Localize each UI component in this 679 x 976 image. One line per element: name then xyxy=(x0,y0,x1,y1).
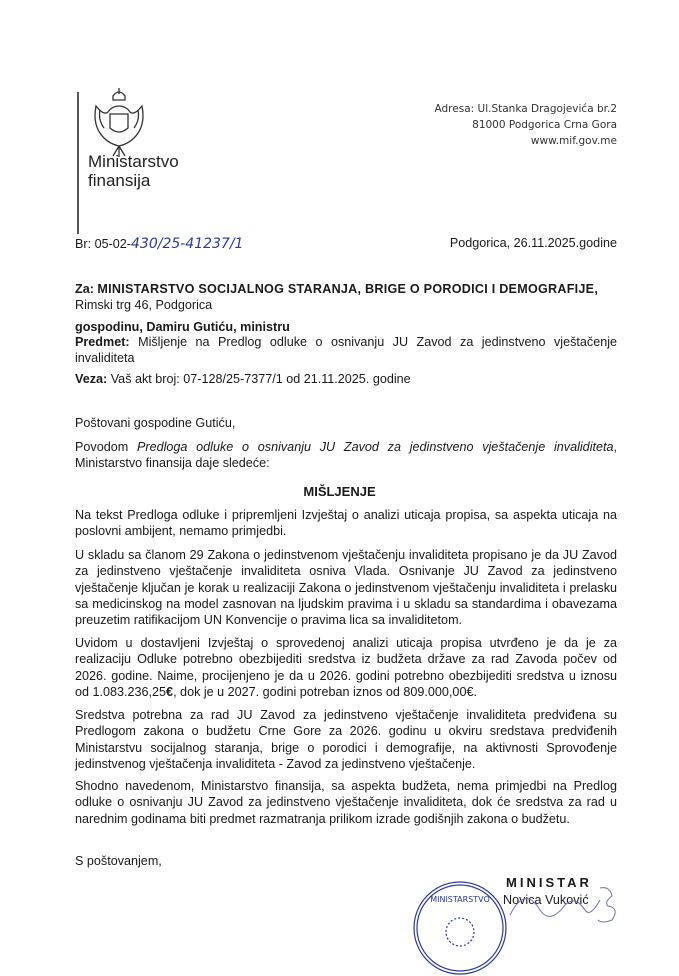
paragraph-4: Sredstva potrebna za rad JU Zavod za jedinstveno vještačenje invaliditeta predviđena su Predlogom zakona o budžetu Crne Gore za 2026. godinu u okviru sredstava predviđenih Ministarstvu socijalnog staranja, brige o porodici i demografije, na aktivnosti Sprovođenje jedinstvenog vještačenja invaliditeta - Zavod za jedinstveno vještačenje. xyxy=(75,708,617,771)
recipient-address: Rimski trg 46, Podgorica xyxy=(75,298,213,313)
recipient-block xyxy=(75,281,617,335)
handwritten-signature xyxy=(500,880,630,930)
recipient-label: Za: xyxy=(75,282,94,296)
paragraph-5: Shodno navedenom, Ministarstvo finansija, sa aspekta budžeta, nema primjedbi na Predlog odluke o osnivanju JU Zavod za jedinstveno vještačenje invaliditeta, dok će sredstva za rad u narednim godinama biti predmet razmatranja prilikom izrade godišnjih zakona o budžetu. xyxy=(75,779,617,826)
closing: S poštovanjem, xyxy=(75,854,162,868)
reference-number xyxy=(75,236,243,252)
address-city: 81000 Podgorica Crna Gora xyxy=(472,119,617,131)
address-block xyxy=(435,101,617,149)
link-reference xyxy=(75,371,617,387)
intro-italic: Predloga odluke o osnivanju JU Zavod za jedinstveno vještačenje invaliditeta xyxy=(136,440,614,454)
euro-sign: € xyxy=(166,684,174,699)
ministry-name xyxy=(88,152,179,190)
reference-prefix: Br: 05-02- xyxy=(75,237,131,251)
handwritten-reference: 430/25-41237/1 xyxy=(131,236,244,252)
signatory-title: MINISTAR xyxy=(506,875,592,890)
coat-of-arms-logo xyxy=(88,86,150,158)
section-title: MIŠLJENJE xyxy=(303,484,376,499)
paragraph-3 xyxy=(75,635,617,700)
link-text: Vaš akt broj: 07-128/25-7377/1 od 21.11.2025. godine xyxy=(110,372,411,386)
greeting: Poštovani gospodine Gutiću, xyxy=(75,416,236,430)
intro-pre: Povodom xyxy=(75,440,137,454)
official-stamp xyxy=(412,880,508,976)
subject-text: Mišljenje na Predlog odluke o osnivanju JU Zavod za jedinstveno vještačenje invaliditeta xyxy=(75,335,617,366)
intro-post: , Ministarstvo finansija daje sledeće: xyxy=(75,440,617,471)
paragraph-2: U skladu sa članom 29 Zakona o jedinstvenom vještačenju invaliditeta propisano je da JU Zavod za jedinstveno vještačenje invaliditeta osniva Vlada. Osnivanje JU Zavod za jedinstveno vještačenje ključan je korak u realizaciji Zakona o jedinstvenom vještačenju invaliditeta i prelasku sa medicinskog na model zasnovan na ljudskim pravima i u skladu sa standardima i obavezama preuzetim ratifikacijom UN Konvencije o pravima lica sa invaliditetom. xyxy=(75,548,617,628)
paragraph-1: Na tekst Predloga odluke i pripremljeni Izvještaj o analizi uticaja propisa, sa aspekta uticaja na poslovni ambijent, nemamo primjedbi. xyxy=(75,508,617,539)
website: www.mif.gov.me xyxy=(530,135,617,147)
intro-paragraph xyxy=(75,439,617,472)
letterhead-divider xyxy=(77,92,79,234)
subject xyxy=(75,334,617,367)
link-label: Veza: xyxy=(75,372,108,386)
signatory-name: Novica Vuković xyxy=(503,893,589,907)
address-street: Adresa: Ul.Stanka Dragojevića br.2 xyxy=(434,103,617,115)
paragraph-3-a: Uvidom u dostavljeni Izvještaj o sprovedenoj analizi uticaja propisa utvrđeno je da je za realizaciju Odluke potrebno obezbijediti sredstva iz budžeta države za rad Zavoda počev od 2026. godine. Naime, procijenjeno je da u 2026. godini potrebno obezbijediti sredstva u iznosu od 1.083.236,25 xyxy=(75,636,617,699)
svg-text:MINISTARSTVO: MINISTARSTVO xyxy=(430,895,490,904)
recipient-person: gospodinu, Damiru Gutiću, ministru xyxy=(75,319,290,334)
ministry-name-line2: finansija xyxy=(88,171,151,190)
subject-label: Predmet: xyxy=(75,335,130,349)
place-date: Podgorica, 26.11.2025.godine xyxy=(449,236,617,250)
ministry-name-line1: Ministarstvo xyxy=(88,152,179,171)
paragraph-3-b: , dok je u 2027. godini potreban iznos od 809.000,00€. xyxy=(173,684,477,699)
recipient-name: MINISTARSTVO SOCIJALNOG STARANJA, BRIGE O PORODICI I DEMOGRAFIJE, xyxy=(97,282,599,296)
